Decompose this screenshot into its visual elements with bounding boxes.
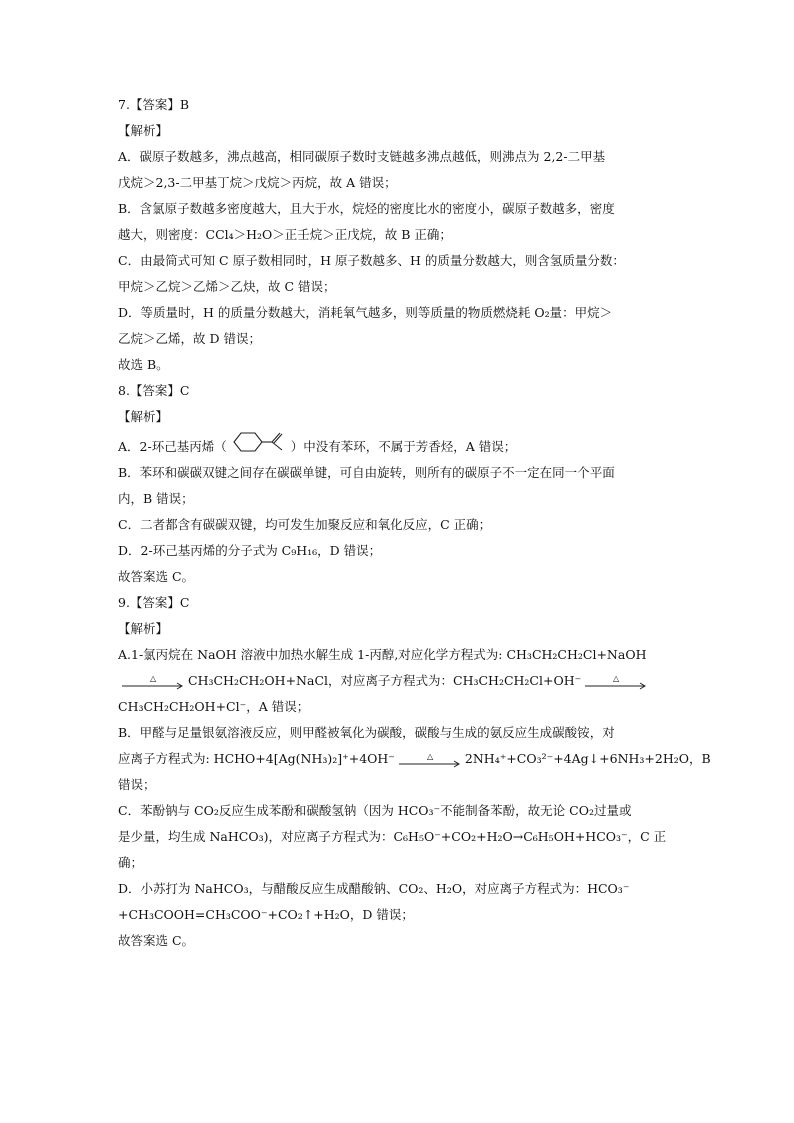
q7-conclusion: 故选 B。	[118, 357, 169, 372]
q9-answer: 9.【答案】C	[118, 595, 190, 610]
q7-option-d-line2: 乙烷＞乙烯，故 D 错误；	[118, 331, 261, 346]
heat-symbol: △	[426, 751, 434, 761]
q9-option-d-line1: D．小苏打为 NaHCO₃，与醋酸反应生成醋酸钠、CO₂、H₂O，对应离子方程式为：HCO₃⁻	[118, 881, 630, 896]
q9-option-a-line1: A.1-氯丙烷在 NaOH 溶液中加热水解生成 1-丙醇,对应化学方程式为: CH₃CH₂CH₂Cl+NaOH	[118, 647, 647, 662]
q9-option-c-line1: C．苯酚钠与 CO₂反应生成苯酚和碳酸氢钠（因为 HCO₃⁻不能制备苯酚，故无论 CO₂过量或	[118, 803, 632, 818]
q7-option-c-line2: 甲烷＞乙烷＞乙烯＞乙炔，故 C 错误；	[118, 279, 336, 294]
q8-option-a-text-after: ）中没有苯环，不属于芳香烃，A 错误；	[290, 439, 517, 454]
q9-option-a-line3: CH₃CH₂CH₂OH+Cl⁻，A 错误；	[118, 699, 310, 714]
q9-option-b-line2	[118, 746, 711, 772]
q7-option-b-line2: 越大，则密度：CCl₄＞H₂O＞正壬烷＞正戊烷，故 B 正确；	[118, 227, 452, 242]
q7-option-a-line1: A．碳原子数越多，沸点越高，相同碳原子数时支链越多沸点越低，则沸点为 2,2-二甲基	[118, 149, 606, 164]
q7-answer: 7.【答案】B	[118, 97, 190, 112]
heated-reaction-arrow-icon	[585, 674, 647, 690]
q9-option-c-line3: 确；	[118, 855, 144, 870]
heated-reaction-arrow-icon	[122, 674, 184, 690]
heat-symbol: △	[150, 673, 157, 683]
q7-option-a-line2: 戊烷＞2,3-二甲基丁烷＞戊烷＞丙烷，故 A 错误；	[118, 175, 397, 190]
q9-option-d-line2: +CH₃COOH=CH₃COO⁻+CO₂↑+H₂O，D 错误；	[118, 907, 414, 922]
heat-symbol: △	[613, 673, 620, 683]
q9-option-b-line1: B．甲醛与足量银氨溶液反应，则甲醛被氧化为碳酸，碳酸与生成的氨反应生成碳酸铵，对	[118, 725, 615, 740]
q9-option-a-line2-text: CH₃CH₂CH₂OH+NaCl，对应离子方程式为：CH₃CH₂CH₂Cl+OH⁻	[188, 673, 582, 688]
q9-option-c-line2: 是少量，均生成 NaHCO₃)，对应离子方程式为：C₆H₅O⁻+CO₂+H₂O→C₆H₅OH+HCO₃⁻，C 正	[118, 829, 667, 844]
q9-option-b-line2-text-after: 2NH₄⁺+CO₃²⁻+4Ag↓+6NH₃+2H₂O，B	[464, 751, 711, 766]
q7-option-b-line1: B．含氯原子数越多密度越大，且大于水，烷烃的密度比水的密度小，碳原子数越多，密度	[118, 201, 615, 216]
heated-reaction-arrow-icon	[399, 752, 461, 768]
q9-option-b-line2-text-before: 应离子方程式为: HCHO+4[Ag(NH₃)₂]⁺+4OH⁻	[118, 751, 395, 766]
q8-option-b-line1: B．苯环和碳碳双键之间存在碳碳单键，可自由旋转，则所有的碳原子不一定在同一个平面	[118, 465, 615, 480]
q8-conclusion: 故答案选 C。	[118, 569, 195, 584]
q9-analysis-label: 【解析】	[118, 621, 169, 636]
answer-key-page	[118, 92, 711, 954]
q8-option-a	[118, 430, 678, 460]
q8-answer: 8.【答案】C	[118, 383, 190, 398]
q9-option-a-line2	[118, 668, 678, 694]
q7-option-d-line1: D．等质量时，H 的质量分数越大，消耗氧气越多，则等质量的物质燃烧耗 O₂量：甲烷＞	[118, 305, 613, 320]
q8-option-d: D．2-环己基丙烯的分子式为 C₉H₁₆，D 错误；	[118, 543, 382, 558]
q8-option-b-line2: 内，B 错误；	[118, 491, 194, 506]
q9-option-b-line3: 错误；	[118, 777, 156, 792]
q8-option-a-text-before: A．2-环己基丙烯（	[118, 439, 227, 454]
q7-option-c-line1: C．由最简式可知 C 原子数相同时，H 原子数越多、H 的质量分数越大，则含氢质量分数：	[118, 253, 625, 268]
q7-analysis-label: 【解析】	[118, 123, 169, 138]
q9-conclusion: 故答案选 C。	[118, 933, 195, 948]
q8-analysis-label: 【解析】	[118, 409, 169, 424]
q8-option-c: C．二者都含有碳碳双键，均可发生加聚反应和氧化反应，C 正确；	[118, 517, 492, 532]
